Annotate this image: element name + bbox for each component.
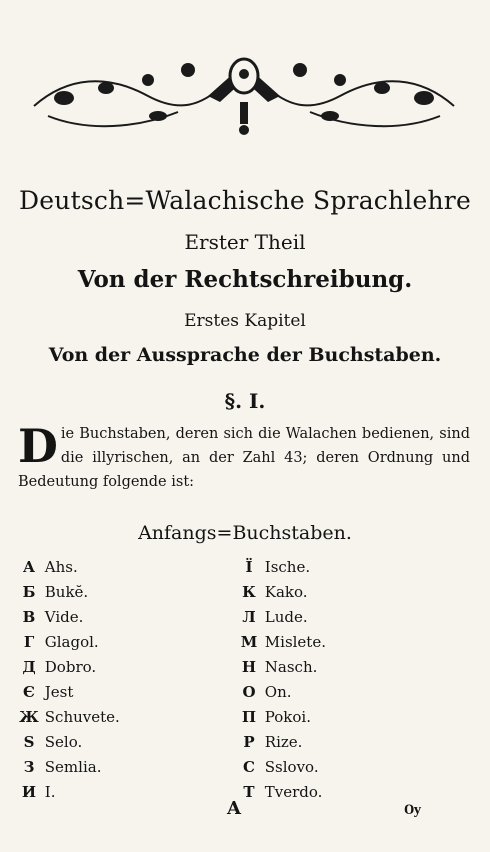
list-item: [18, 605, 238, 630]
section-heading: Von der Rechtschreibung.: [77, 266, 413, 293]
list-item: [238, 605, 458, 630]
list-item: [18, 580, 238, 605]
letter-glyph: П: [241, 708, 257, 726]
letter-glyph: Л: [242, 608, 256, 626]
letter-glyph: И: [21, 783, 37, 801]
letter-name: Vide.: [44, 608, 84, 626]
letter-name: Schuvete.: [44, 708, 120, 726]
list-item: [18, 755, 238, 780]
letter-name: Ische.: [264, 558, 311, 576]
list-item: [18, 630, 238, 655]
list-item: [238, 730, 458, 755]
list-item: [238, 755, 458, 780]
letter-glyph: Ж: [19, 708, 39, 726]
list-item: [18, 705, 238, 730]
letter-name: Glagol.: [44, 633, 99, 651]
catchword: Ѹ: [404, 800, 422, 818]
letter-name: Jest: [44, 683, 74, 701]
intro-paragraph: [18, 419, 470, 494]
letter-name: Bukĕ.: [44, 583, 89, 601]
letter-glyph: Є: [23, 683, 35, 701]
letter-glyph: Т: [243, 783, 255, 801]
paragraph-mark: §. I.: [224, 389, 266, 413]
letter-glyph: М: [240, 633, 258, 651]
part-heading: Erster Theil: [184, 230, 306, 254]
letter-name: Semlia.: [44, 758, 102, 776]
letter-glyph: О: [242, 683, 256, 701]
letter-name: Ahs.: [44, 558, 78, 576]
letter-glyph: Р: [243, 733, 255, 751]
signature-mark: A: [227, 798, 241, 819]
letter-name: Kako.: [264, 583, 308, 601]
list-item: [238, 680, 458, 705]
intro-text: ie Buchstaben, deren sich die Walachen bedienen, sind die illyrischen, an der Zahl 43; deren Ordnung und Bedeutung folgende ist:: [18, 426, 470, 490]
letter-name: Nasch.: [264, 658, 318, 676]
chapter-heading: Erstes Kapitel: [184, 311, 306, 331]
letter-name: Sslovo.: [264, 758, 319, 776]
letter-glyph: Ї: [245, 558, 253, 576]
letter-glyph: В: [22, 608, 36, 626]
book-title: Deutsch=Walachische Sprachlehre: [19, 186, 471, 215]
letter-glyph: С: [243, 758, 255, 776]
list-item: [18, 730, 238, 755]
letter-glyph: Ѕ: [23, 733, 35, 751]
letter-name: Pokoi.: [264, 708, 311, 726]
alphabet-column-right: [238, 555, 458, 805]
letter-name: Dobro.: [44, 658, 97, 676]
letter-name: I.: [44, 783, 56, 801]
letter-glyph: Г: [23, 633, 35, 651]
decorative-vignette: [28, 46, 460, 142]
letter-name: Rize.: [264, 733, 303, 751]
alphabet-column-left: [18, 555, 238, 805]
letter-name: Lude.: [264, 608, 308, 626]
chapter-subtitle: Von der Aussprache der Buchstaben.: [48, 344, 442, 366]
list-item: [18, 655, 238, 680]
letter-glyph: Н: [241, 658, 257, 676]
drop-cap: D: [18, 419, 58, 473]
letter-name: Tverdo.: [264, 783, 323, 801]
letter-glyph: Б: [22, 583, 36, 601]
list-item: [238, 555, 458, 580]
list-item: [238, 705, 458, 730]
letter-name: Mislete.: [264, 633, 326, 651]
list-item: [238, 655, 458, 680]
letter-glyph: А: [22, 558, 36, 576]
letter-glyph: З: [23, 758, 35, 776]
letters-heading: Anfangs=Buchstaben.: [138, 522, 352, 544]
list-item: [238, 580, 458, 605]
letter-name: Selo.: [44, 733, 83, 751]
letter-glyph: Д: [22, 658, 36, 676]
list-item: [18, 555, 238, 580]
list-item: [18, 680, 238, 705]
page-footer: [0, 798, 490, 828]
letter-glyph: К: [242, 583, 256, 601]
letter-name: On.: [264, 683, 292, 701]
list-item: [238, 630, 458, 655]
